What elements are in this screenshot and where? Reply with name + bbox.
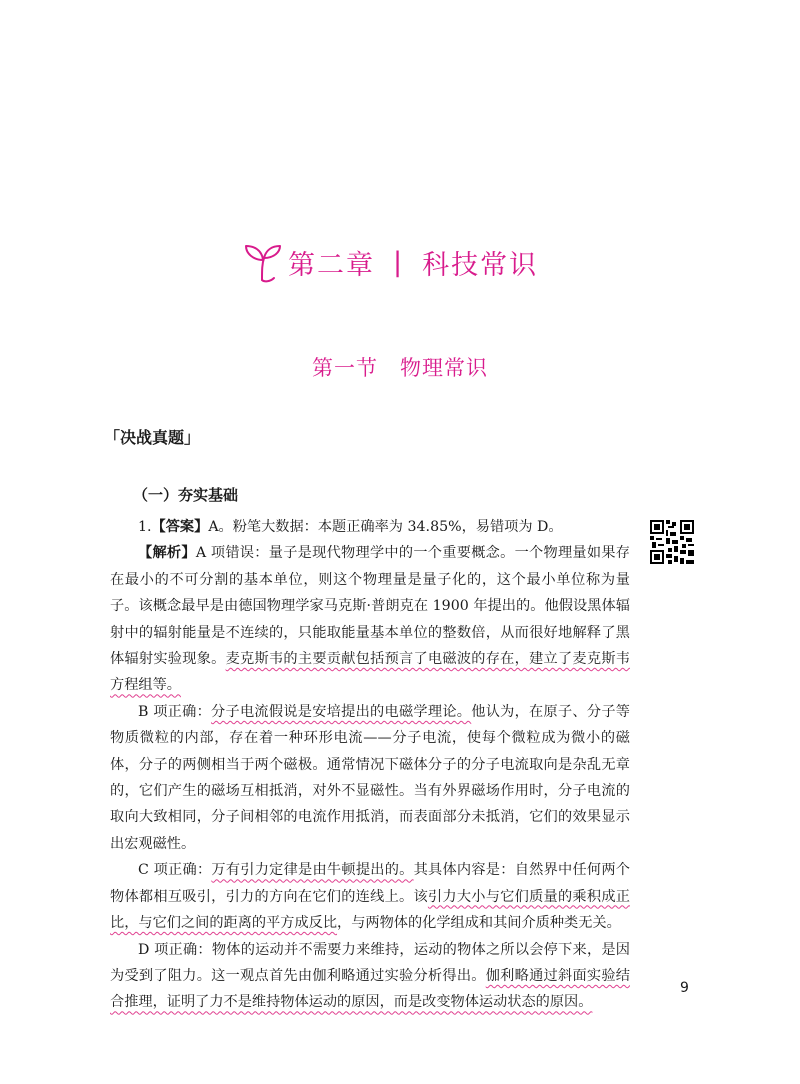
answer-tag: 【答案】 — [151, 519, 209, 535]
block-heading: 「决战真题」 — [104, 428, 201, 447]
analysis-b-underlined: 分子电流假说是安培提出的电磁学理论。 — [211, 703, 472, 720]
chapter-title — [240, 232, 538, 292]
question-number: 1. — [138, 519, 152, 535]
section-number: 第一节 — [312, 356, 378, 380]
analysis-c-mid: 其具体内容是：自然界中任何两个物体都相互吸引，引力的方向在它们的连线上。该 — [110, 862, 630, 905]
chapter-number: 第二章 — [288, 249, 375, 281]
analysis-paragraph-b — [110, 699, 630, 857]
answer-analysis — [110, 514, 630, 1016]
analysis-c-prefix: C 项正确： — [138, 862, 212, 879]
answer-paragraph — [110, 514, 630, 540]
analysis-b-text: 他认为，在原子、分子等物质微粒的内部，存在着一种环形电流——分子电流，使每个微粒成为微小的磁体，分子的两侧相当于两个磁极。通常情况下磁体分子的分子电流取向是杂乱无章的，它们产生的磁场互相抵消，对外不显磁性。当有外界磁场作用时，分子电流的取向大致相同，分子间相邻的电流作用抵消，而表面部分未抵消，它们的效果显示出宏观磁性。 — [110, 703, 630, 852]
analysis-paragraph-a — [110, 540, 630, 698]
analysis-tag: 【解析】 — [138, 545, 196, 562]
sprout-icon — [240, 240, 284, 284]
analysis-a-underlined: 麦克斯韦的主要贡献包括预言了电磁波的存在，建立了麦克斯韦方程组等。 — [110, 651, 630, 694]
sub-heading: （一）夯实基础 — [133, 486, 239, 504]
analysis-c-underlined: 万有引力定律是由牛顿提出的。 — [211, 862, 414, 879]
chapter-name: 科技常识 — [422, 249, 539, 281]
qr-code-icon[interactable] — [650, 520, 694, 564]
analysis-c-underlined-2: 引力大小与它们质量的乘积成正比，与它们之间的距离的平方成反比 — [110, 888, 630, 932]
analysis-paragraph-c — [110, 857, 630, 936]
section-title — [0, 352, 800, 382]
analysis-d-text: D 项正确：物体的运动并不需要力来维持，运动的物体之所以会停下来，是因为受到了阻力。这一观点首先由伽利略通过实验分析得出。 — [110, 941, 630, 984]
analysis-d-underlined: 伽利略通过斜面实验结合推理，证明了力不是维持物体运动的原因，而是改变物体运动状态的原因。 — [110, 967, 630, 1011]
analysis-paragraph-d — [110, 937, 630, 1016]
analysis-c-end: ，与两物体的化学组成和其间介质种类无关。 — [337, 915, 621, 932]
analysis-b-prefix: B 项正确： — [138, 703, 212, 720]
chapter-separator: | — [393, 246, 405, 278]
answer-text: A。粉笔大数据：本题正确率为 34.85%，易错项为 D。 — [208, 519, 563, 535]
page-number: 9 — [680, 980, 689, 996]
section-name: 物理常识 — [400, 356, 488, 380]
analysis-a-text: A 项错误：量子是现代物理学中的一个重要概念。一个物理量如果存在最小的不可分割的基本单位，则这个物理量是量子化的，这个最小单位称为量子。该概念最早是由德国物理学家马克斯·普朗克在 1900 年提出的。他假设黑体辐射中的辐射能量是不连续的，只能取能量基本单位的整数倍，从而很好地解释了黑体辐射实验现象。 — [110, 545, 630, 668]
